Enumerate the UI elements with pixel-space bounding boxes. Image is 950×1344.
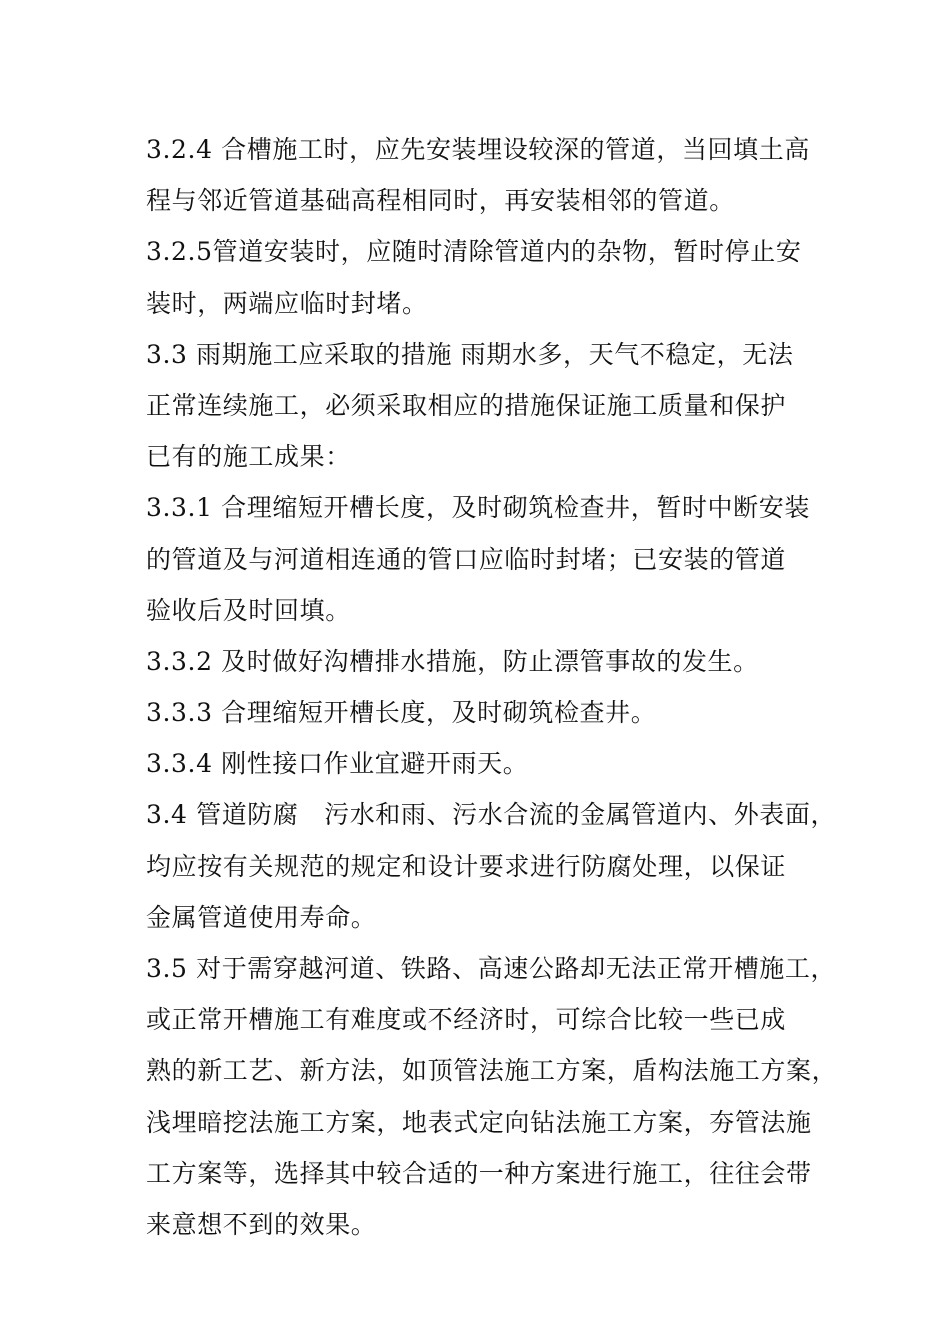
text-line: 熟的新工艺、新方法，如顶管法施工方案，盾构法施工方案， — [146, 1056, 838, 1086]
text-line: 3.2.5管道安装时，应随时清除管道内的杂物，暂时停止安 — [146, 237, 802, 267]
text-line: 3.4 管道防腐 污水和雨、污水合流的金属管道内、外表面， — [146, 800, 837, 830]
text-line: 浅埋暗挖法施工方案，地表式定向钻法施工方案，夯管法施 — [146, 1107, 812, 1137]
text-line: 工方案等，选择其中较合适的一种方案进行施工，往往会带 — [146, 1158, 812, 1188]
text-line: 3.3 雨期施工应采取的措施 雨期水多，天气不稳定，无法 — [146, 339, 794, 369]
text-line: 已有的施工成果： — [146, 442, 351, 472]
text-line: 的管道及与河道相连通的管口应临时封堵；已安装的管道 — [146, 544, 787, 574]
text-line: 均应按有关规范的规定和设计要求进行防腐处理，以保证 — [146, 851, 787, 881]
text-line: 3.3.2 及时做好沟槽排水措施，防止漂管事故的发生。 — [146, 646, 759, 676]
text-line: 3.3.3 合理缩短开槽长度，及时砌筑检查井。 — [146, 698, 657, 728]
text-line: 验收后及时回填。 — [146, 595, 351, 625]
text-line: 3.3.1 合理缩短开槽长度，及时砌筑检查井，暂时中断安装 — [146, 493, 810, 523]
text-line: 正常连续施工，必须采取相应的措施保证施工质量和保护 — [146, 390, 787, 420]
text-line: 装时，两端应临时封堵。 — [146, 288, 428, 318]
text-line: 3.2.4 合槽施工时，应先安装埋设较深的管道，当回填土高 — [146, 135, 810, 164]
text-line: 3.5 对于需穿越河道、铁路、高速公路却无法正常开槽施工， — [146, 954, 837, 983]
text-line: 金属管道使用寿命。 — [146, 902, 377, 932]
text-line: 程与邻近管道基础高程相同时，再安装相邻的管道。 — [146, 186, 735, 216]
text-line: 来意想不到的效果。 — [146, 1209, 377, 1239]
text-line: 或正常开槽施工有难度或不经济时，可综合比较一些已成 — [146, 1005, 787, 1035]
text-line: 3.3.4 刚性接口作业宜避开雨天。 — [146, 749, 529, 779]
document-body — [146, 124, 838, 1250]
